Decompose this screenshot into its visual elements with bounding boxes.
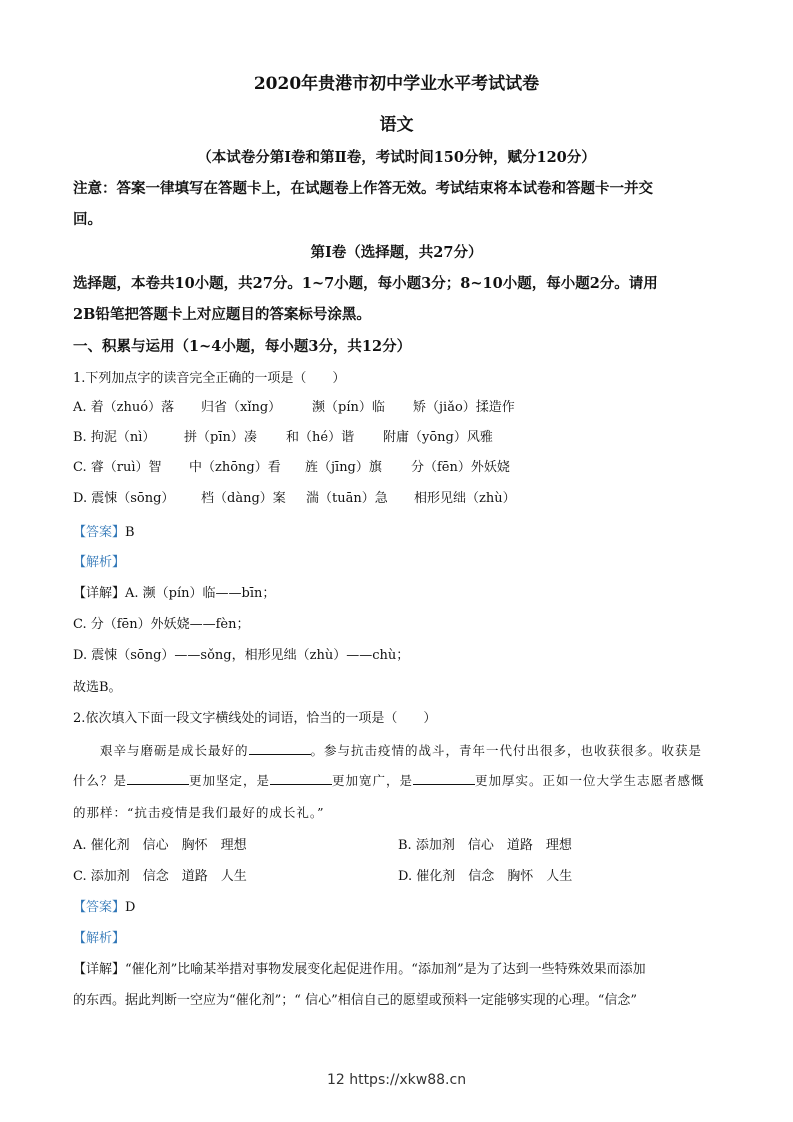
blank — [270, 772, 332, 785]
q2-detail-line: 的东西。据此判断一空应为“催化剂”；“ 信心”相信自己的愿望或预料一定能够实现的心理。“信念” — [73, 993, 638, 1008]
q2-option-a: A. 催化剂 信心 胸怀 理想 — [73, 838, 247, 853]
option-text: 旌（jīng）旗 — [305, 460, 382, 475]
option-text: A. 着（zhuó）落 — [73, 400, 175, 415]
detail-text: A. 濒（pín）临——bīn； — [125, 586, 276, 601]
option-text: C. 睿（ruì）智 — [73, 460, 162, 475]
blank — [127, 772, 189, 785]
q1-detail-line: C. 分（fēn）外妖娆——fèn； — [73, 617, 250, 632]
subject-title: 语文 — [379, 115, 414, 135]
option-text: 分（fēn）外妖娆 — [411, 460, 510, 475]
passage-text: 。参与抗击疫情的战斗，青年一代付出很多，也收获很多。收获是 — [310, 743, 703, 758]
option-text: 中（zhōng）看 — [189, 460, 281, 475]
blank — [249, 742, 311, 755]
q1-conclusion: 故选B。 — [73, 680, 122, 695]
option-text: 附庸（yōng）风雅 — [383, 430, 493, 445]
q2-passage-line — [100, 741, 702, 761]
part1-title: 第Ⅰ卷（选择题，共27分） — [310, 244, 483, 261]
option-text: 相形见绌（zhù） — [414, 491, 516, 506]
q2-detail — [73, 960, 646, 980]
answer-tag: 【答案】 — [73, 525, 126, 540]
q1-detail — [73, 584, 275, 604]
q2-passage-line: 的那样：“抗击疫情是我们最好的成长礼。” — [73, 805, 325, 820]
option-text: 和（hé）谐 — [286, 430, 355, 445]
q1-answer — [73, 523, 135, 543]
option-text: 归省（xǐng） — [201, 400, 282, 415]
passage-text: 更加厚实。正如一位大学生志愿者感慨 — [475, 773, 705, 788]
passage-text: 更加坚定，是 — [189, 773, 271, 788]
option-text: 档（dàng）案 — [201, 491, 286, 506]
blank — [413, 772, 475, 785]
option-text: 矫（jiǎo）揉造作 — [413, 400, 515, 415]
option-text: B. 拘泥（nì） — [73, 430, 156, 445]
detail-tag: 【详解】 — [73, 586, 126, 601]
option-text: 濒（pín）临 — [312, 400, 385, 415]
q1-detail-line: D. 震悚（sōng）——sǒng，相形见绌（zhù）——chù； — [73, 648, 410, 663]
q2-option-d: D. 催化剂 信念 胸怀 人生 — [398, 869, 573, 884]
passage-text: 更加宽广，是 — [332, 773, 414, 788]
section-heading: 一、积累与运用（1~4小题，每小题3分，共12分） — [73, 338, 412, 355]
exam-note: （本试卷分第Ⅰ卷和第Ⅱ卷，考试时间150分钟，赋分120分） — [197, 149, 596, 166]
q2-option-b: B. 添加剂 信心 道路 理想 — [398, 838, 572, 853]
instructions: 选择题，本卷共10小题，共27分。1~7小题，每小题3分；8~10小题，每小题2分。请用 — [73, 275, 658, 292]
q1-stem: 1.下列加点字的读音完全正确的一项是（ ） — [73, 371, 346, 386]
option-text: 拼（pīn）凑 — [184, 430, 257, 445]
q2-option-c: C. 添加剂 信念 道路 人生 — [73, 869, 247, 884]
answer-value: D — [125, 900, 136, 915]
page-title: 2020年贵港市初中学业水平考试试卷 — [253, 74, 540, 94]
answer-tag: 【答案】 — [73, 900, 126, 915]
passage-text: 艰辛与磨砺是成长最好的 — [100, 743, 249, 758]
attention: 注意：答案一律填写在答题卡上，在试题卷上作答无效。考试结束将本试卷和答题卡一并交 — [73, 180, 653, 197]
option-text: 湍（tuān）急 — [306, 491, 388, 506]
detail-tag: 【详解】 — [73, 962, 126, 977]
q2-answer — [73, 898, 135, 918]
option-text: D. 震悚（sōng） — [73, 491, 175, 506]
instructions-cont: 2B铅笔把答题卡上对应题目的答案标号涂黑。 — [73, 306, 371, 323]
answer-value: B — [125, 525, 135, 540]
q1-analysis-tag: 【解析】 — [73, 555, 126, 570]
page-footer: 12 https://xkw88.cn — [326, 1072, 467, 1088]
attention-cont: 回。 — [73, 211, 102, 228]
q2-stem: 2.依次填入下面一段文字横线处的词语，恰当的一项是（ ） — [73, 711, 437, 726]
q2-passage-line — [73, 771, 705, 791]
q2-analysis-tag: 【解析】 — [73, 931, 126, 946]
passage-text: 什么？是 — [73, 773, 128, 788]
detail-text: “催化剂”比喻某举措对事物发展变化起促进作用。“添加剂”是为了达到一些特殊效果而添加 — [125, 962, 646, 977]
